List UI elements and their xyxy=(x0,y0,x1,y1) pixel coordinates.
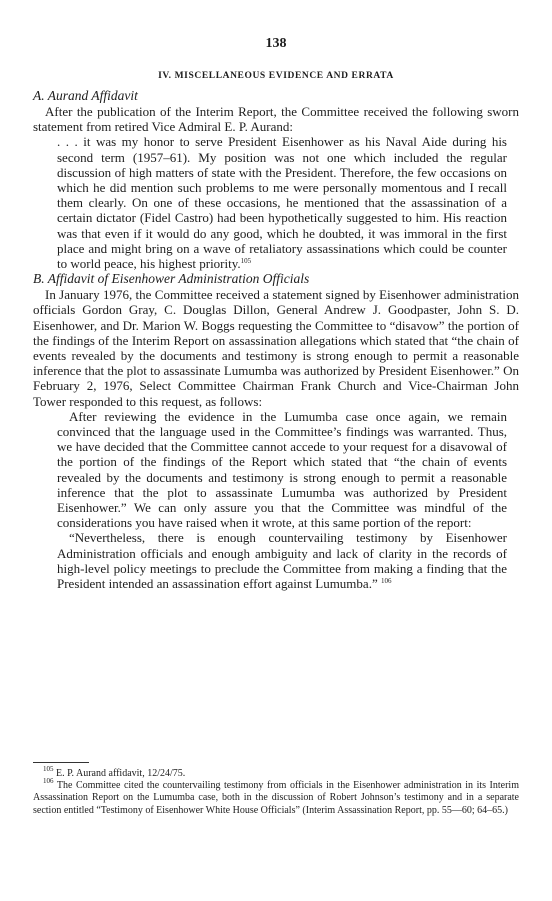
footnote-divider xyxy=(33,762,89,763)
footnote-105-text: E. P. Aurand affidavit, 12/24/75. xyxy=(56,768,186,779)
footnote-ref-106: 106 xyxy=(380,577,392,586)
section-a-quote-text: . . . it was my honor to serve President Eisenhower as his Naval Aide during his second term (1957–61). My position was not one which included the regular discussion of high matters of state with the President. Therefore, the few occasions on which he did mention such problems to me were personally momentous and I recall them clearly. On one of these occasions, he mentioned that the assassination of a certain dictator (Fidel Castro) had been hypothetically suggested to him. His reaction was that even if it would do any good, which he doubted, it was immoral in the first place and might bring on a wave of retaliatory assassinations which could be counter to world peace, his highest priority. xyxy=(57,134,507,272)
footnote-106 xyxy=(33,777,519,817)
page-number: 138 xyxy=(265,36,287,51)
footnote-106-text: The Committee cited the countervailing testimony from officials in the Eisenhower administration in its Interim Assassination Report on the Lumumba case, both in the discussion of Robert Johnson’s testimony and in a separate section entitled “Testimony of Eisenhower White House Officials” (Interim Assassination Report, pp. 55—60; 64–65.) xyxy=(33,780,519,816)
section-a-intro: After the publication of the Interim Report, the Committee received the following sworn statement from retired Vice Admiral E. P. Aurand: xyxy=(33,104,519,135)
section-a-quote xyxy=(57,134,507,271)
section-b-quote-paragraph-1: After reviewing the evidence in the Lumumba case once again, we remain convinced that the language used in the Committee’s findings was warranted. Thus, we have decided that the Committee cannot accede to your request for a disavowal of the portion of the findings of the Report which stated that “the chain of events revealed by the documents and testimony is strong enough to permit a reasonable inference that the plot to assassinate Lumumba was authorized by President Eisenhower.” We can only assure you that the Committee was mindful of the considerations you have raised when it wrote, at this same portion of the report: xyxy=(57,408,507,531)
footnotes xyxy=(33,765,519,817)
footnote-106-number: 106 xyxy=(43,777,54,786)
footnote-105-number: 105 xyxy=(43,765,54,773)
section-b-intro: In January 1976, the Committee received a statement signed by Eisenhower administration officials Gordon Gray, C. Douglas Dillon, General Andrew J. Goodpaster, John S. D. Eisenhower, and Dr. Marion W. Boggs requesting the Committee to “disavow” the portion of the findings of the Interim Report on assassination allegations which stated that “the chain of events revealed by the documents and testimony is strong enough to permit a reasonable inference that the plot to assassinate Lumumba was authorized by President Eisenhower.” On February 2, 1976, Select Committee Chairman Frank Church and Vice-Chairman John Tower responded to this request, as follows: xyxy=(33,287,519,409)
footnote-105 xyxy=(33,765,519,780)
section-b-quote-paragraph-2-text: “Nevertheless, there is enough countervailing testimony by Eisenhower Administration officials and enough ambiguity and lack of clarity in the records of high-level policy meetings to preclude the Committee from making a finding that the President intended an assassination effort against Lumumba.” xyxy=(57,530,507,592)
running-head: IV. MISCELLANEOUS EVIDENCE AND ERRATA xyxy=(158,71,394,81)
footnote-ref-105: 105 xyxy=(240,257,252,266)
section-a-heading: A. Aurand Affidavit xyxy=(33,88,138,103)
section-b-heading: B. Affidavit of Eisenhower Administration Officials xyxy=(33,271,310,287)
body-text xyxy=(33,88,519,591)
section-b-quote-paragraph-2 xyxy=(57,530,507,591)
